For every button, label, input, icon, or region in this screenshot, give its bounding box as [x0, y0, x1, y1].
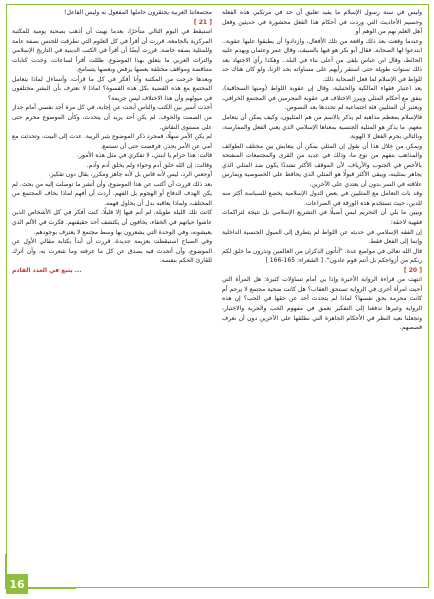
paragraph: كانت تلك الليلة طويلة، لم أنم فيها إلا قليلًا. كنت أفكر في كل الأشخاص الذين عاشوا حياتهم في الخفاء، يخافون أن يكتشف أحد حقيقتهم. فكرت في الألم الذي يعيشونه، وفي الوحدة التي يشعرون بها وسط مجتمع لا يعترف بوجودهم. [12, 209, 212, 236]
paragraph: أوجعني الرد، ليس لأنه قاس بل لأنه جاهز ومكرر، يقال دون تفكير. [48, 171, 212, 179]
paragraph: أخذت أسير بين الكتب والناس أبحث عن إجابة، في كل مرة أجد نفسي أمام جدار من الصمت والخوف. لم يكن أحد يريد أن يتحدث، وكأن الموضوع محرم حتى على مستوى النقاش. [12, 104, 212, 131]
paragraph: لم يكن الأمر سهلًا، فمجرد ذكر الموضوع يثير الريبة. عدت إلى البيت، وتحدثت مع أمي عن الأمر بحذر، فرفضت حتى أن تستمع. [12, 133, 212, 150]
paragraph: بعد ذلك قررت أن أكتب عن هذا الموضوع، وأن أنشر ما توصلت إليه من بحث. لم يكن الهدف الدفاع أو الهجوم بل الفهم. أردت أن أفهم لماذا يخاف المجتمع من المختلف، ولماذا يعاقبه بدل أن يحاول فهمه. [12, 180, 212, 207]
paragraph: وبعدها خرجت من المكتبة وأنا أفكر في كل ما قرأت، وأتساءل لماذا يتعامل المجتمع مع هذه القضية بكل هذه القسوة؟ لماذا لا نعترف بأن البشر مختلفون في ميولهم وأن هذا الاختلاف ليس جريمة؟ [12, 75, 212, 102]
paragraph: استيقظ في اليوم التالي متأخرًا، بعدما نهبت أن أذهب بصحبة يومية للمكتبة المركزية بالجامعة. قررت أن أقرأ في كل العلوم التي تطرقت للجنس بصفة عامة وللمثلية بصفة خاصة. قررت أيضًا أن أقرأ في الكتب الدينية في التاريخ الإسلامي والتراث العربي ما يتعلق بهذا الموضوع. ظللت أقرأ لساعات، وجدت كتابات متناقضة ومواقف مختلفة بعضها يرفض وبعضها يتسامح. [12, 28, 212, 74]
paragraph: فالإسلام بمعظم مذاهبه لم يذكر بالاسم من هم المثليون، وكيف يمكن أن يتعامل معهم. ما يذكر هو المثلية الجنسية بمعناها الإسلامي الذي يعني الفعل والممارسة، وبالتالي يجرم الفعل لا الهوية. [222, 114, 422, 141]
paragraph: ويبين ما يلي أن التحريم ليس أصيلًا في التشريع الإسلامي بل نتيجة لتراكمات فقهية لاحقة: [222, 209, 422, 227]
quote-reference: [ 20 ] [403, 266, 422, 274]
continued-note: ... يتبع في العدد القادم [12, 266, 82, 274]
paragraph: ويمكن من خلال هذا أن نقول إن المثلي يمكن أن يتعايش بين مختلف الطوائف والمذاهب بتفهم من نوع ما، وذلك في عديد من القرى والمجتمعات المنفتحة بالأخص في الجنوب والأرياف، لأن الموقف الأكثر تشددًا يكون ضد المثلي الذي يجاهر بمثليته، ويبقى الأكثر قبولًا هو المثلي الذي يحافظ على الخصوصية ويمارس علاقته في السر بدون أن يعتدي على الآخرين. [222, 142, 422, 188]
paragraph: انتهت من قراءة الرواية الأخيرة وإذا بي أمام تساؤلات كثيرة: هل المرأة التي أحبت امرأة أخرى في الرواية تستحق العقاب؟ هل كانت ضحية مجتمع لا يرحم أم كانت مجرمة بحق نفسها؟ لماذا لم يتحدث أحد عن حقها في الحب؟ إن هذه الرواية وغيرها تدفعنا إلى التفكير بعمق في مفهوم الحب والحرية والاختيار، وتجعلنا نعيد النظر في الأحكام الجاهزة التي نطلقها على الآخرين دون أن نعرف قصصهم. [222, 276, 422, 332]
paragraph: وقد بات التعامل مع المثليين في بعض الدول الإسلامية يخضع للسياسة أكثر منه للدين، حيث تستخدم هذه الورقة في الصراعات. [222, 190, 422, 207]
paragraph: وقالت: إن الله خلق آدم وحواء ولم يخلق آدم وآدم. [86, 161, 212, 169]
quote: قال الله تعالى في مواضع عدة: "أتأتون الذكران من العالمين وتذرون ما خلق لكم ربكم من أزواجكم بل أنتم قوم عادون". [ الشعراء: 165-166 ] [222, 247, 422, 265]
paragraph: وعندما وقعت بعد ذلك واقعة من تلك الأفعال، وازدادوا أن يطبقوا عليها عقوبة.. ابتدعوا لها الصحابة. فقال أبو بكر هو فيها بالسيف، وقال عمر وعثمان ويهدم عليه الحائط، وقال ابن عباس يلقى من أعلى بناء في البلد.. وهكذا رأي الاجتهاد بعد ذلك سنوات طويلة حتى استقر رأيهم على مساواته بحد الزنا، ولو كان هناك حد للواط في الإسلام لما فعل الصحابة ذلك. [222, 37, 422, 83]
left-column [12, 8, 212, 568]
paragraph: وليس في سنة رسول الإسلام ما يفيد تعليق أن حد في مرتكبي هذه الفعلة وجسيم الأحاديث التي وردت في أحكام هذا الفعل محشورة في حديثين وقعل أهل العلم بهم من الوهم أو [222, 9, 422, 36]
paragraph: وفي الصباح استيقظت بعزيمة جديدة، قررت أن أبدأ بكتابة مقالي الأول عن الموضوع، وأن أتحدث فيه بصدق عن كل ما عرفته وما شعرت به، وأن أترك للقارئ الحكم بنفسه. [12, 238, 212, 265]
quote-reference: [ 21 ] [193, 18, 212, 26]
paragraph: يعد اعتبار فقهاء المالكية والحنبلية، وقال إن عقوبة اللواط (ومنها السحاقية)، يتفق مع أحكام المثلي ويبرز الاختلاف في عقوبة المجرمين في المجتمع الخرافي، ويعتبر أن المثليين فئة اجتماعية لم تحددها بعد النصوص. [222, 85, 422, 112]
text-columns [12, 8, 422, 568]
right-column [222, 8, 422, 568]
paragraph: مجتمعاتنا العربية يحتقرون حاملها المفعول به وليس الفاعل! [64, 9, 212, 16]
paragraph: قالت: هذا حرام يا ابنتي، لا تفكري في مثل هذه الأمور. [77, 152, 212, 160]
page-number: 16 [6, 574, 28, 594]
paragraph: إن الفقه الإسلامي في حديثه عن اللواط لم يتطرق إلى الميول الجنسية الداخلية وإنما إلى الفعل فقط. [222, 228, 422, 246]
